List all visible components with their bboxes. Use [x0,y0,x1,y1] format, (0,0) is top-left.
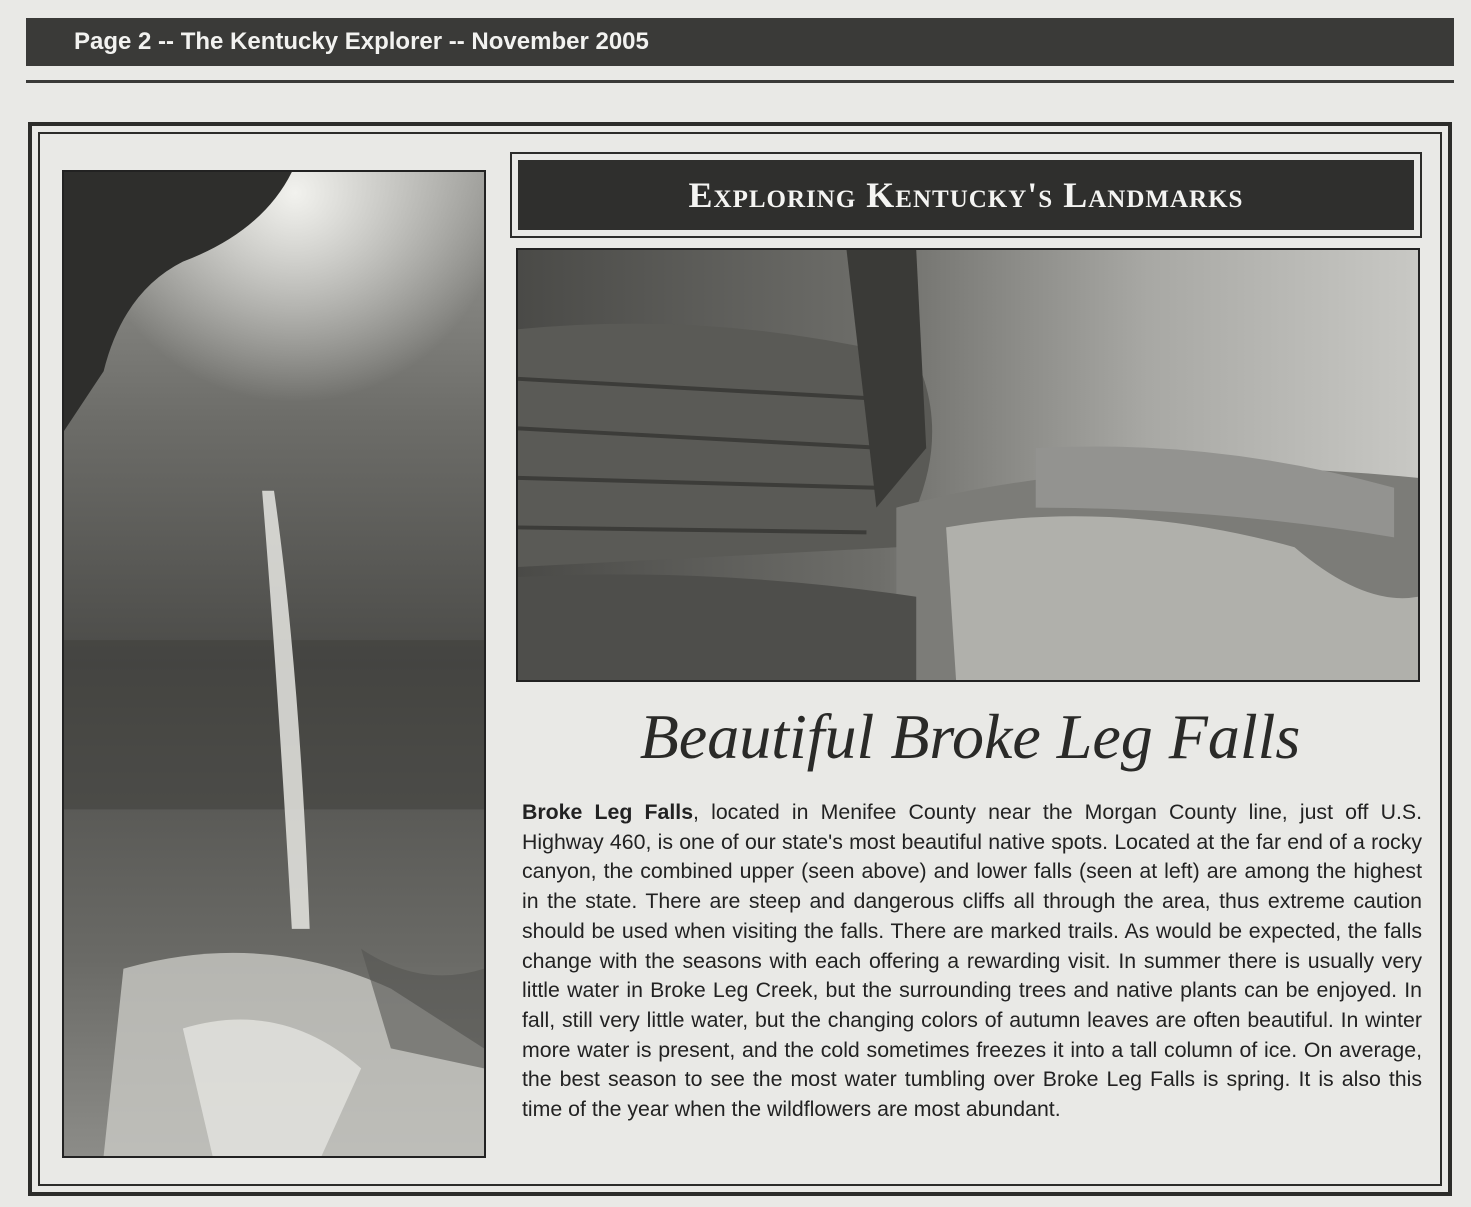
creek-canyon-photo-image [518,250,1418,680]
article-body [522,798,1422,1125]
page-header-bar [26,18,1454,66]
waterfall-photo [62,170,486,1158]
waterfall-photo-image [64,172,484,1156]
section-banner [518,160,1414,230]
article-title: Beautiful Broke Leg Falls [639,701,1301,772]
page-header-text: Page 2 -- The Kentucky Explorer -- November 2005 [74,28,649,55]
article-lead: Broke Leg Falls [522,800,694,824]
section-banner-text: Exploring Kentucky's Landmarks [688,175,1244,215]
header-rule [26,80,1454,83]
creek-canyon-photo [516,248,1420,682]
article-body-text: , located in Menifee County near the Morgan County line, just off U.S. Highway 460, is one of our state's most beautiful native spots. Located at the far end of a rocky canyon, the combined upper (seen above) and lower falls (seen at left) are among the highest in the state. There are steep and dangerous cliffs all through the area, thus extreme caution should be used when visiting the falls. There are marked trails. As would be expected, the falls change with the seasons with each offering a rewarding visit. In summer there is usually very little water in Broke Leg Creek, but the surrounding trees and native plants can be enjoyed. In fall, still very little water, but the changing colors of autumn leaves are often beautiful. In winter more water is present, and the cold sometimes freezes it into a tall column of ice. On average, the best season to see the most water tumbling over Broke Leg Falls is spring. It is also this time of the year when the wildflowers are most abundant. [522,800,1422,1122]
